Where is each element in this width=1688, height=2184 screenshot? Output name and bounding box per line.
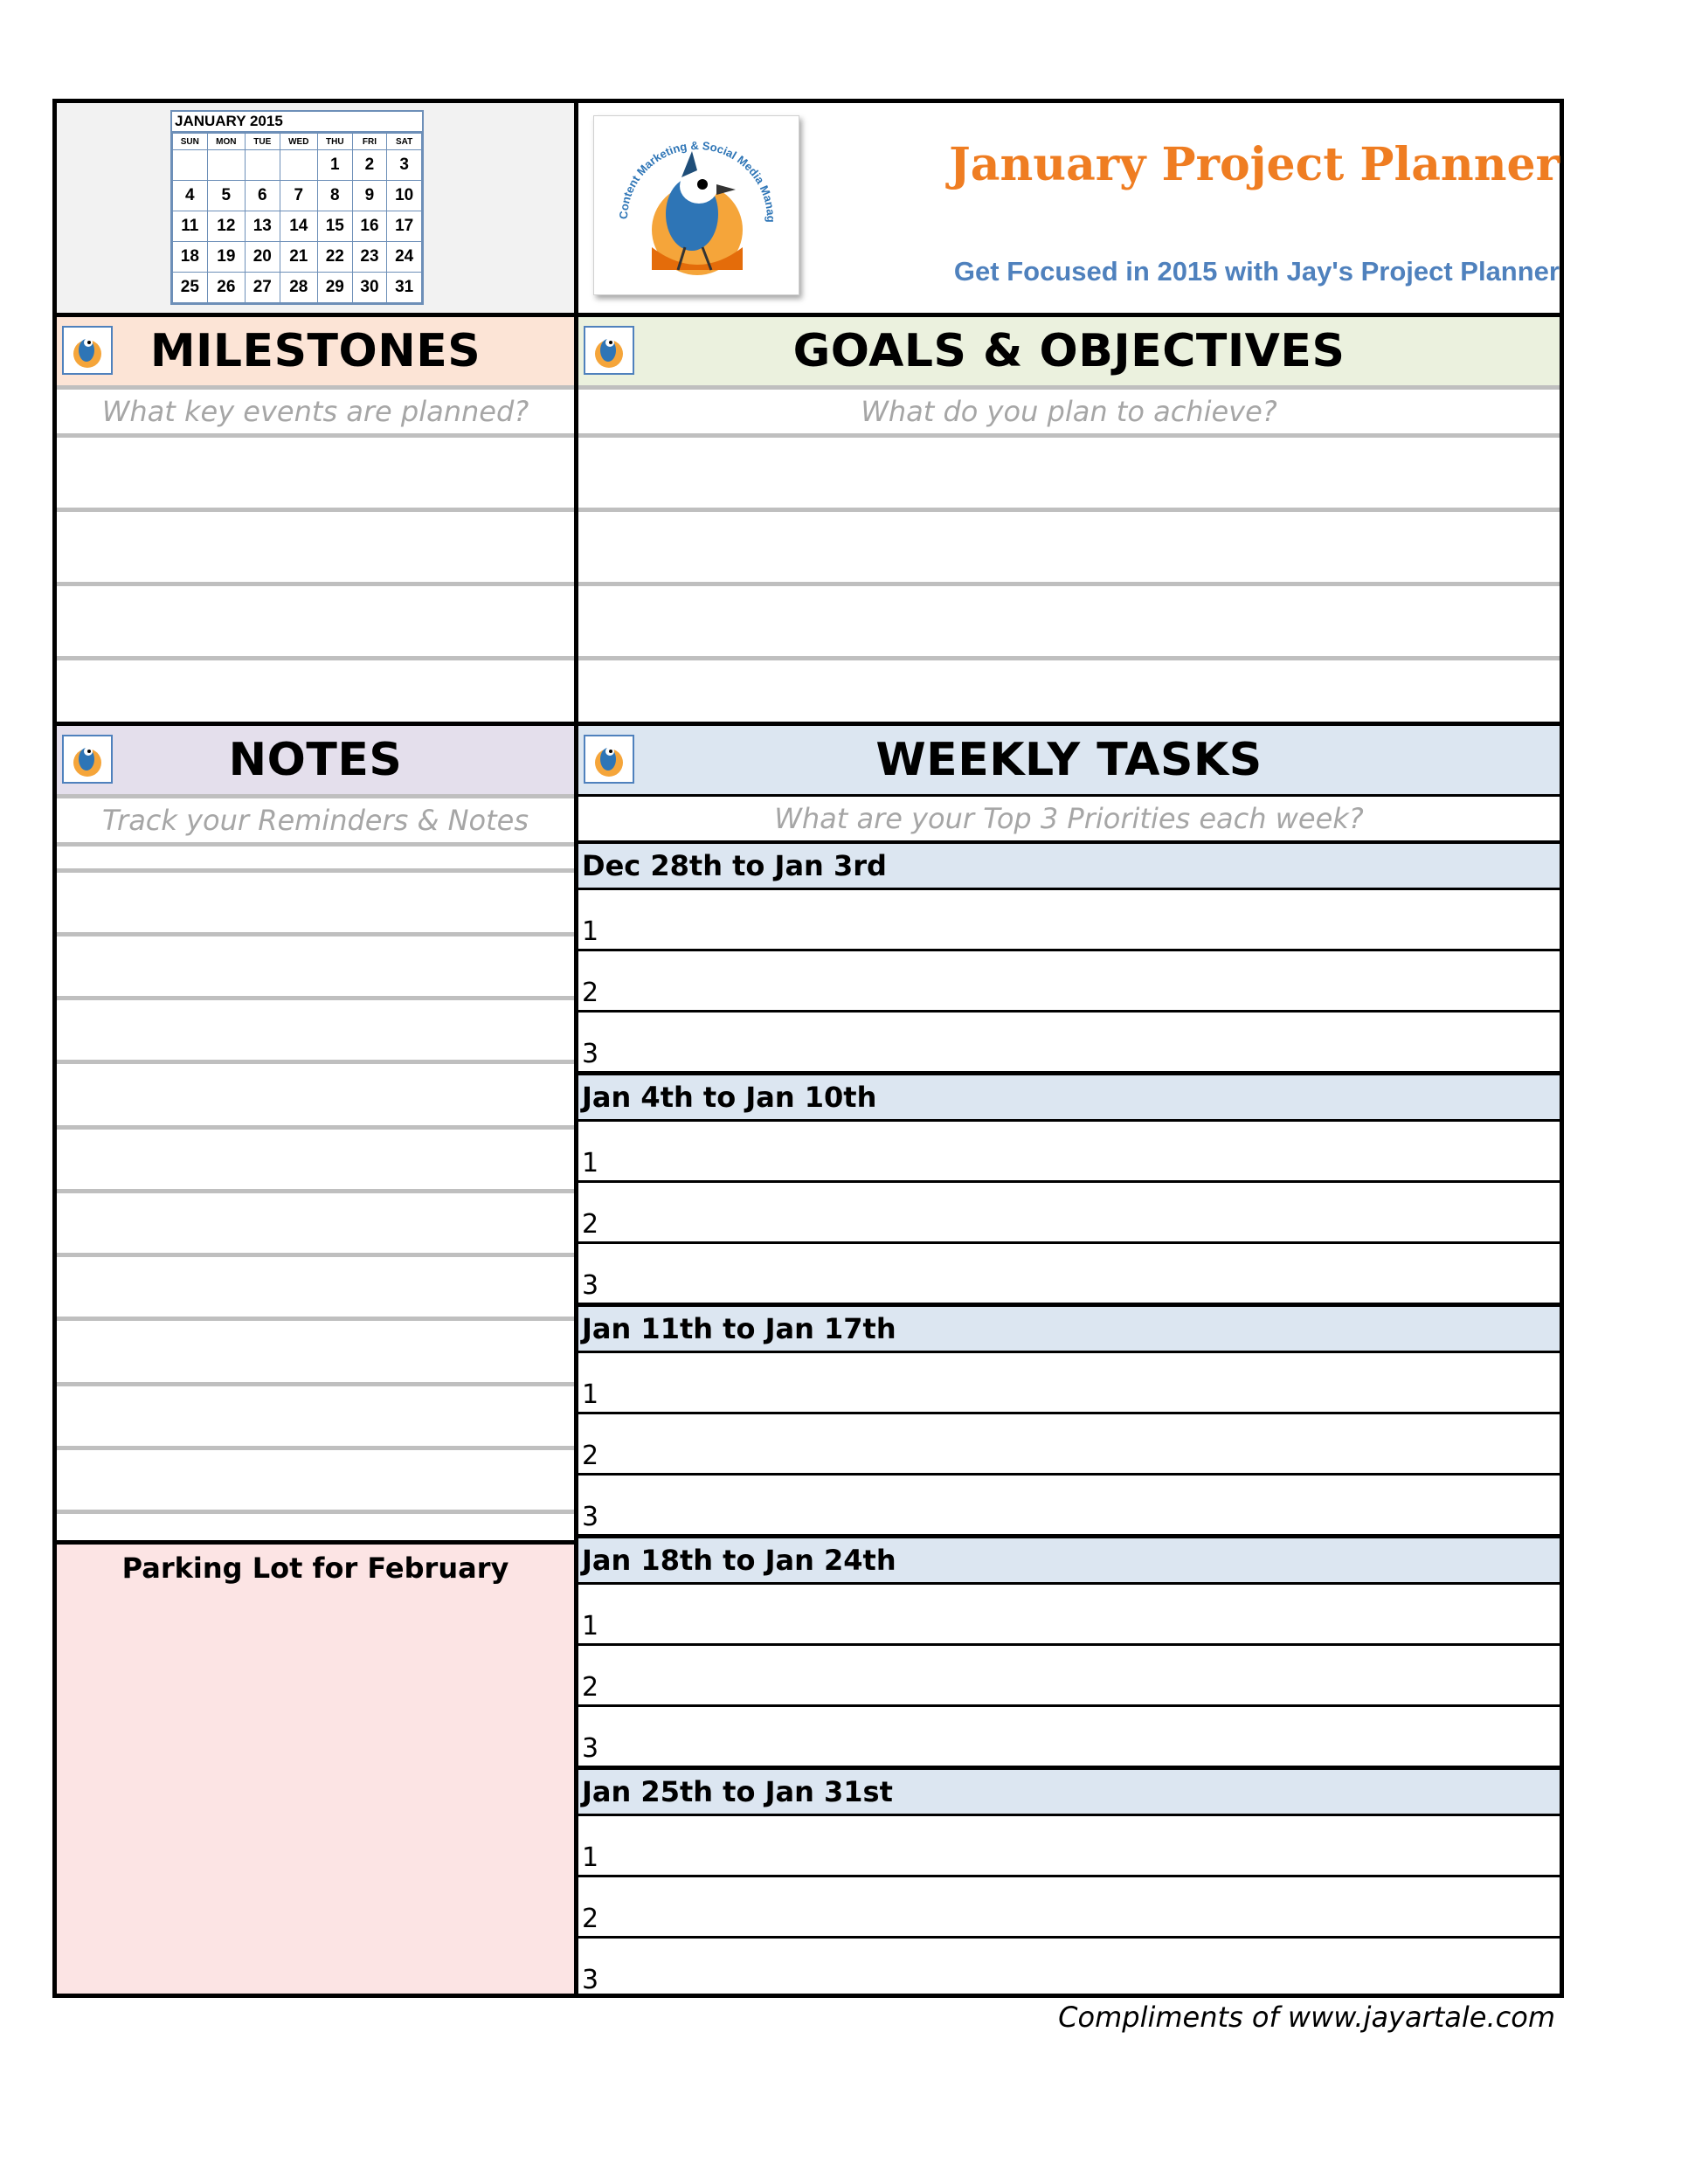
notes-hint: Track your Reminders & Notes (101, 804, 529, 837)
planner-page (52, 99, 1564, 1998)
calendar-date: 28 (280, 273, 317, 303)
priority-row[interactable] (578, 1010, 1560, 1071)
calendar-date: 19 (207, 242, 245, 273)
notes-field[interactable] (57, 1257, 574, 1317)
priority-row[interactable] (578, 1119, 1560, 1180)
notes-field[interactable] (57, 1064, 574, 1125)
week-range-label: Jan 4th to Jan 10th (578, 1071, 1560, 1119)
priority-number: 2 (582, 1672, 599, 1703)
priority-row[interactable] (578, 1936, 1560, 1997)
priority-number: 1 (582, 1611, 599, 1641)
milestones-hint: What key events are planned? (101, 395, 529, 428)
goals-field[interactable] (578, 660, 1560, 730)
calendar-date: 17 (387, 211, 422, 242)
priority-row[interactable] (578, 1643, 1560, 1704)
priority-row[interactable] (578, 1704, 1560, 1766)
goals-section (578, 317, 1560, 730)
priority-number: 1 (582, 1148, 599, 1178)
priority-number: 3 (582, 1270, 599, 1301)
blue-jay-icon (584, 735, 634, 784)
goals-field[interactable] (578, 438, 1560, 508)
calendar-date: 13 (245, 211, 280, 242)
calendar-date: 10 (387, 181, 422, 211)
calendar-date (245, 150, 280, 181)
milestones-field[interactable] (57, 438, 574, 508)
calendar-date: 3 (387, 150, 422, 181)
priority-row[interactable] (578, 949, 1560, 1010)
calendar-day-header: MON (207, 134, 245, 150)
calendar-date: 21 (280, 242, 317, 273)
mini-calendar (170, 110, 424, 305)
priority-number: 1 (582, 916, 599, 947)
calendar-date: 31 (387, 273, 422, 303)
calendar-date: 25 (173, 273, 208, 303)
weekly-list (578, 844, 1560, 1997)
calendar-date: 16 (352, 211, 387, 242)
footer-credit: Compliments of www.jayartale.com (1058, 2001, 1555, 2034)
priority-number: 3 (582, 1733, 599, 1764)
calendar-date: 8 (317, 181, 352, 211)
calendar-date: 22 (317, 242, 352, 273)
calendar-date: 27 (245, 273, 280, 303)
calendar-date: 23 (352, 242, 387, 273)
calendar-date: 18 (173, 242, 208, 273)
priority-number: 2 (582, 1904, 599, 1934)
calendar-date: 30 (352, 273, 387, 303)
calendar-date: 7 (280, 181, 317, 211)
calendar-date: 9 (352, 181, 387, 211)
parking-lot[interactable] (57, 1540, 574, 1994)
calendar-date (207, 150, 245, 181)
calendar-day-header: SUN (173, 134, 208, 150)
calendar-title: JANUARY 2015 (172, 112, 422, 133)
priority-number: 2 (582, 978, 599, 1008)
priority-row[interactable] (578, 1180, 1560, 1241)
logo-box (593, 115, 799, 295)
calendar-day-header: WED (280, 134, 317, 150)
calendar-date: 2 (352, 150, 387, 181)
notes-field[interactable] (57, 1000, 574, 1060)
notes-lines (57, 847, 574, 1573)
notes-field[interactable] (57, 936, 574, 996)
calendar-date: 20 (245, 242, 280, 273)
goals-hint: What do you plan to achieve? (861, 395, 1277, 428)
priority-number: 1 (582, 1379, 599, 1410)
logo-arc-text: Content Marketing & Social Media Manag (616, 138, 778, 223)
priority-row[interactable] (578, 1351, 1560, 1412)
week-range-label: Jan 18th to Jan 24th (578, 1534, 1560, 1582)
calendar-date: 14 (280, 211, 317, 242)
calendar-day-header: FRI (352, 134, 387, 150)
calendar-date: 29 (317, 273, 352, 303)
milestones-heading (57, 317, 574, 385)
priority-row[interactable] (578, 1473, 1560, 1534)
priority-number: 2 (582, 1441, 599, 1471)
calendar-day-header: TUE (245, 134, 280, 150)
milestones-field[interactable] (57, 586, 574, 656)
priority-row[interactable] (578, 1582, 1560, 1643)
notes-field[interactable] (57, 1130, 574, 1189)
milestones-field[interactable] (57, 512, 574, 582)
goals-field[interactable] (578, 586, 1560, 656)
calendar-date: 26 (207, 273, 245, 303)
blue-jay-icon (62, 735, 113, 784)
calendar-day-header: SAT (387, 134, 422, 150)
blue-jay-logo-icon (594, 116, 800, 296)
parking-lot-label: Parking Lot for February (121, 1552, 509, 1585)
calendar-date: 15 (317, 211, 352, 242)
priority-row[interactable] (578, 1241, 1560, 1303)
notes-heading (57, 726, 574, 794)
calendar-date: 6 (245, 181, 280, 211)
weekly-hint: What are your Top 3 Priorities each week? (774, 802, 1364, 835)
notes-field[interactable] (57, 1386, 574, 1446)
calendar-day-header: THU (317, 134, 352, 150)
blue-jay-icon (584, 326, 634, 375)
notes-title: NOTES (228, 734, 403, 786)
notes-field[interactable] (57, 873, 574, 932)
blue-jay-icon (62, 326, 113, 375)
priority-row[interactable] (578, 888, 1560, 949)
weekly-heading (578, 726, 1560, 794)
priority-number: 3 (582, 1965, 599, 1995)
goals-field[interactable] (578, 512, 1560, 582)
goals-heading (578, 317, 1560, 385)
page-title: January Project Planner (949, 138, 1560, 191)
priority-row[interactable] (578, 1412, 1560, 1473)
milestones-title: MILESTONES (149, 325, 481, 377)
notes-field[interactable] (57, 1321, 574, 1382)
calendar-date: 5 (207, 181, 245, 211)
priority-number: 3 (582, 1039, 599, 1069)
notes-field[interactable] (57, 1193, 574, 1253)
calendar-date: 4 (173, 181, 208, 211)
goals-title: GOALS & OBJECTIVES (792, 325, 1346, 377)
calendar-date: 24 (387, 242, 422, 273)
weekly-section (578, 726, 1560, 1997)
priority-number: 1 (582, 1842, 599, 1873)
calendar-date: 12 (207, 211, 245, 242)
notes-field[interactable] (57, 847, 574, 868)
calendar-date (280, 150, 317, 181)
notes-field[interactable] (57, 1450, 574, 1510)
priority-number: 3 (582, 1502, 599, 1532)
calendar-date: 11 (173, 211, 208, 242)
week-range-label: Dec 28th to Jan 3rd (578, 844, 1560, 888)
milestones-section (57, 317, 574, 730)
milestones-field[interactable] (57, 660, 574, 730)
page-subtitle: Get Focused in 2015 with Jay's Project Planner (953, 256, 1560, 287)
priority-number: 2 (582, 1209, 599, 1240)
calendar-date (173, 150, 208, 181)
week-range-label: Jan 11th to Jan 17th (578, 1303, 1560, 1351)
priority-row[interactable] (578, 1814, 1560, 1875)
week-range-label: Jan 25th to Jan 31st (578, 1766, 1560, 1814)
priority-row[interactable] (578, 1875, 1560, 1936)
calendar-date: 1 (317, 150, 352, 181)
weekly-title: WEEKLY TASKS (875, 734, 1263, 786)
calendar-grid (172, 133, 422, 303)
notes-section (57, 726, 574, 1573)
